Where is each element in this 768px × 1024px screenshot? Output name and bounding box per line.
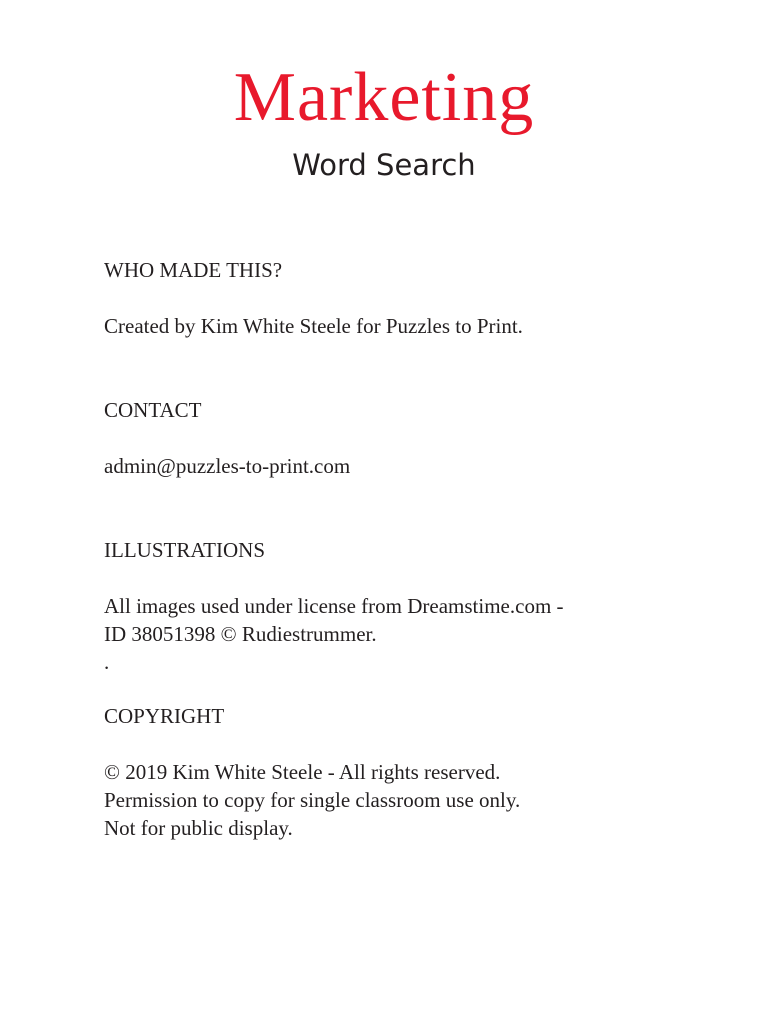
section-heading: WHO MADE THIS? <box>104 258 283 282</box>
info-content <box>104 256 684 842</box>
body-line: All images used under license from Dreamstime.com - <box>104 594 564 618</box>
body-line: © 2019 Kim White Steele - All rights reserved. <box>104 760 501 784</box>
title-block <box>0 58 768 182</box>
section-body <box>104 758 684 842</box>
section-illustrations <box>104 536 684 676</box>
section-heading: ILLUSTRATIONS <box>104 538 265 562</box>
body-line: Permission to copy for single classroom use only. <box>104 788 521 812</box>
section-body <box>104 452 684 480</box>
section-body <box>104 592 684 676</box>
section-heading: COPYRIGHT <box>104 704 225 728</box>
contact-email: admin@puzzles-to-print.com <box>104 454 351 478</box>
body-line: ID 38051398 © Rudiestrummer. <box>104 622 377 646</box>
page-title: Marketing <box>233 59 535 136</box>
body-line: . <box>104 650 110 674</box>
section-copyright <box>104 702 684 842</box>
section-contact <box>104 396 684 480</box>
page-subtitle: Word Search <box>292 148 476 182</box>
body-line: Not for public display. <box>104 816 293 840</box>
section-body <box>104 312 684 340</box>
section-heading: CONTACT <box>104 398 202 422</box>
body-line: Created by Kim White Steele for Puzzles to Print. <box>104 314 523 338</box>
section-who-made-this <box>104 256 684 340</box>
